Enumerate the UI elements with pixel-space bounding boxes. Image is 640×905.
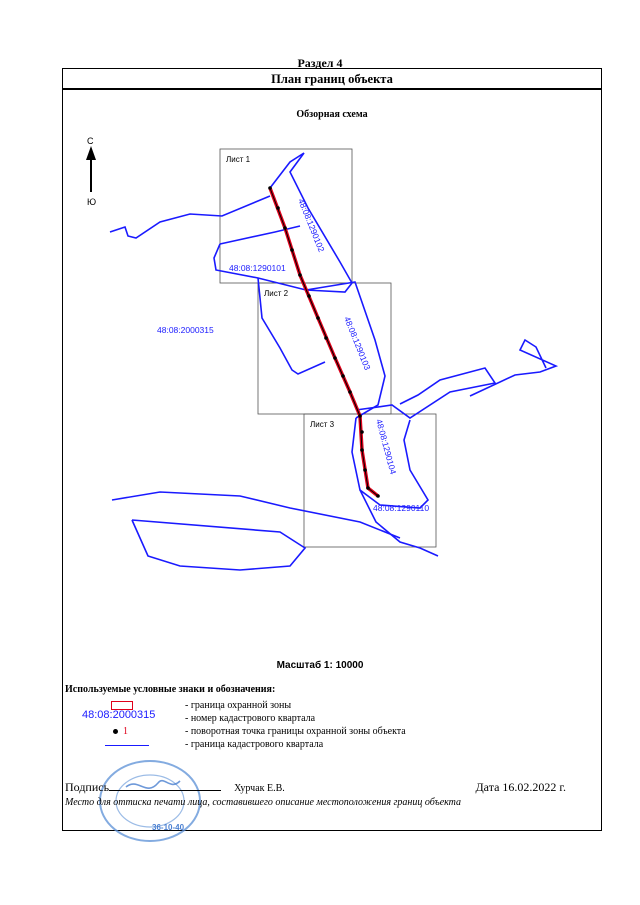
- sheet-frame-2: [258, 283, 391, 414]
- section-title: Раздел 4: [297, 56, 343, 70]
- map-scale: Масштаб 1: 10000: [276, 660, 364, 671]
- legend-point-symbol: [113, 729, 118, 734]
- legend-item-cadastral-number: - номер кадастрового квартала: [185, 713, 316, 724]
- stamp-note: Место для оттиска печати лица, составившего описание местоположения границ объекта: [65, 797, 462, 808]
- cadastral-label-315: 48:08:2000315: [157, 325, 214, 335]
- overview-map: [62, 90, 602, 580]
- legend-item-boundary: - граница кадастрового квартала: [185, 739, 324, 750]
- cadastral-label-102: 48:08:1290102: [296, 197, 327, 254]
- legend-cadastral-number-symbol: 48:08:2000315: [82, 709, 156, 721]
- compass-north-label: С: [87, 136, 94, 146]
- legend-item-zone: - граница охранной зоны: [185, 700, 292, 711]
- sheet-label-1: Лист 1: [226, 155, 251, 164]
- cadastral-boundaries: [110, 153, 556, 570]
- cadastral-label-110: 48:08:1290110: [373, 503, 430, 513]
- signature-label: Подпись: [65, 780, 110, 794]
- north-arrow-icon: [86, 136, 96, 207]
- map-subtitle: Обзорная схема: [296, 109, 368, 120]
- sheet-label-3: Лист 3: [310, 420, 335, 429]
- signer-name: Хурчак Е.В.: [234, 783, 285, 794]
- sheet-label-2: Лист 2: [264, 289, 289, 298]
- legend-point-number: 1: [123, 726, 128, 737]
- signature-line: [65, 780, 570, 795]
- signature-blank: [109, 780, 221, 791]
- signature-date: Дата 16.02.2022 г.: [475, 780, 566, 794]
- compass-south-label: Ю: [87, 197, 97, 207]
- cadastral-label-103: 48:08:1290103: [342, 315, 373, 372]
- cadastral-label-101: 48:08:1290101: [229, 263, 286, 273]
- legend-boundary-symbol: [105, 745, 149, 746]
- legend-title: Используемые условные знаки и обозначения:: [65, 684, 276, 695]
- stamp-phone: 36-10-40: [152, 823, 185, 832]
- cadastral-label-104: 48:08:1290104: [374, 417, 399, 476]
- legend-item-turning-point: - поворотная точка границы охранной зоны объекта: [185, 726, 406, 737]
- page-title: План границ объекта: [62, 68, 602, 90]
